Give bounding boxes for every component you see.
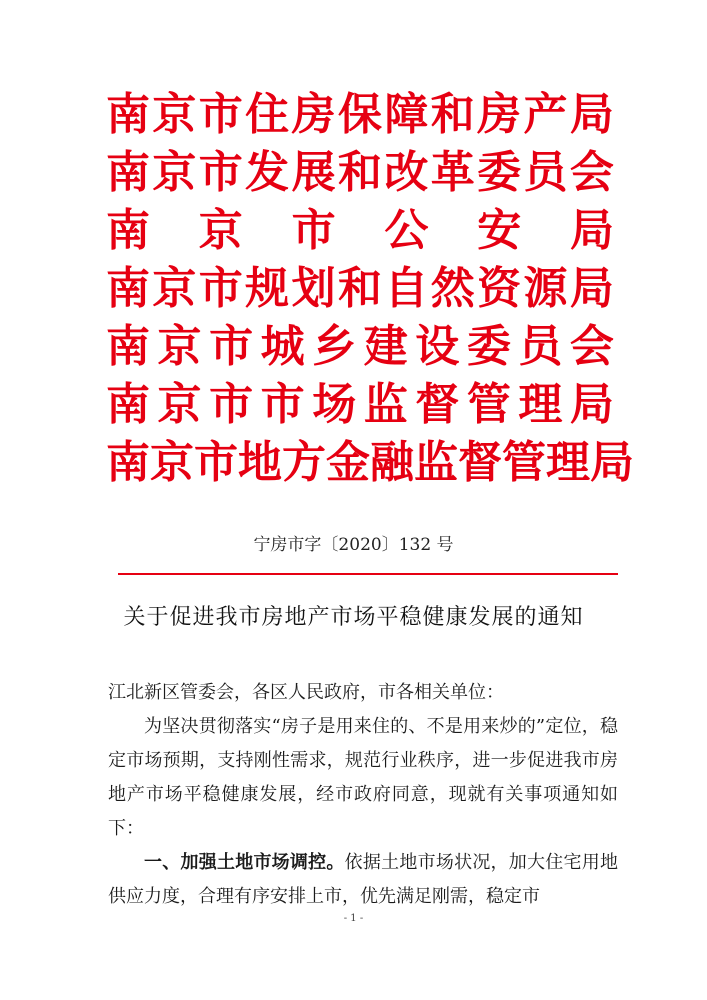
section-1-text: 依据土地市场状况，加大住宅用地供应力度，合理有序安排上市，优先满足刚需，稳定市 <box>108 852 618 907</box>
page-number: - 1 - <box>343 913 364 924</box>
issuer-line: 南 京 市 市 场 监 督 管 理 局 <box>106 379 614 430</box>
issuing-authorities <box>106 86 634 492</box>
issuer-line: 南 京 市 公 安 局 <box>106 205 614 256</box>
document-body <box>108 676 618 914</box>
red-divider-line <box>118 573 618 575</box>
document-number: 宁房市字〔2020〕132 号 <box>253 535 454 555</box>
issuer-line: 南 京 市 住 房 保 障 和 房 产 局 <box>106 89 614 140</box>
issuer-line: 南 京 市 发 展 和 改 革 委 员 会 <box>106 147 614 198</box>
issuer-line: 南 京 市 城 乡 建 设 委 员 会 <box>106 321 614 372</box>
issuer-line: 南 京 市 规 划 和 自 然 资 源 局 <box>106 263 614 314</box>
section-1-paragraph <box>108 846 618 914</box>
issuer-line: 南 京 市 地 方 金 融 监 督 管 理 局 <box>106 437 634 488</box>
section-1-heading: 一、加强土地市场调控。 <box>144 852 345 873</box>
intro-paragraph: 为坚决贯彻落实“房子是用来住的、不是用来炒的”定位，稳定市场预期，支持刚性需求，规范行业秩序，进一步促进我市房地产市场平稳健康发展，经市政府同意，现就有关事项通知如下： <box>108 716 618 839</box>
document-title: 关于促进我市房地产市场平稳健康发展的通知 <box>123 605 584 630</box>
salutation: 江北新区管委会，各区人民政府，市各相关单位： <box>108 682 504 703</box>
